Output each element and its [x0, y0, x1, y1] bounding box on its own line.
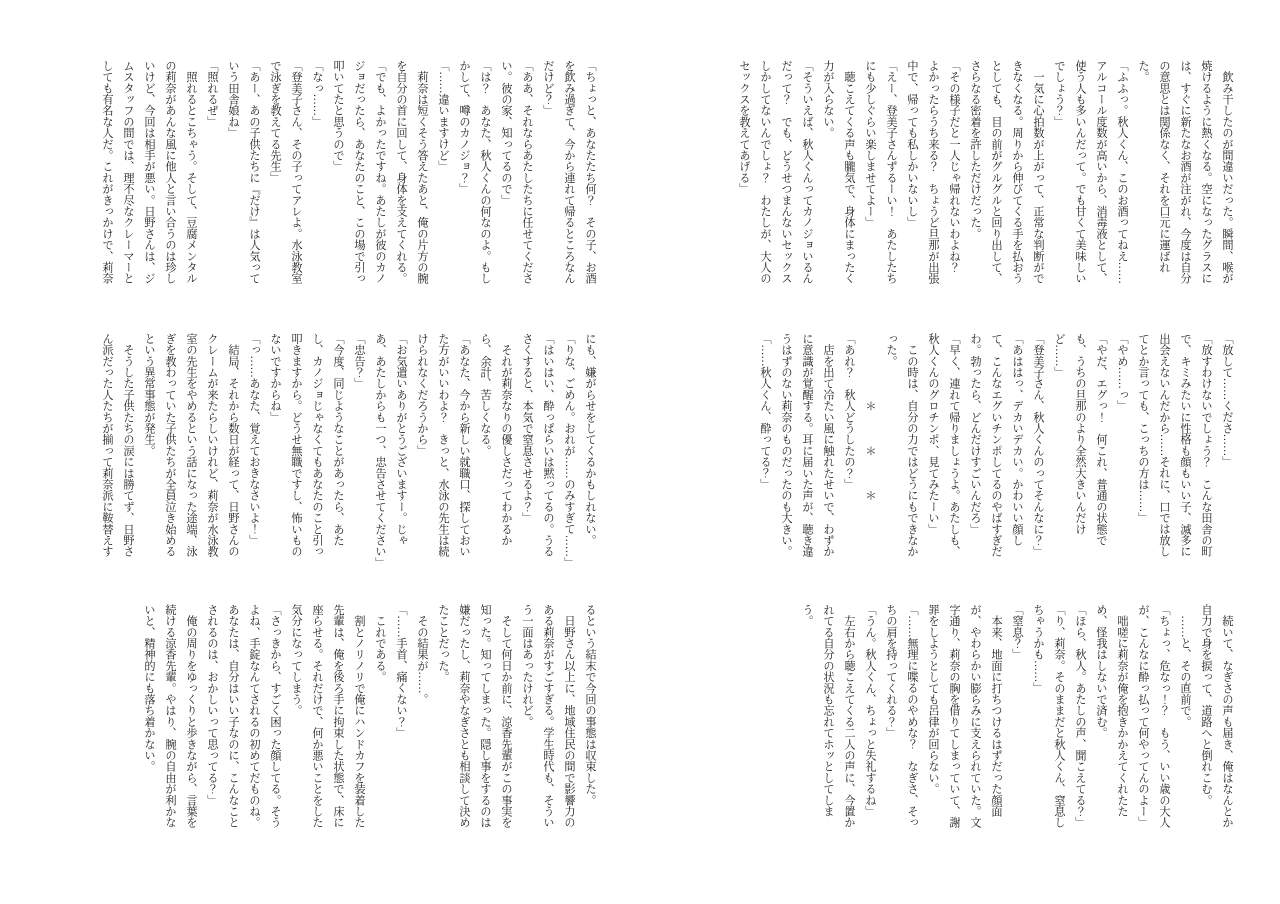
paragraph: 「うん。秋人くん、ちょっと失礼するね」 — [864, 604, 876, 817]
paragraph: 「えー、登美子さんずるーい！ あたしたちにも少しぐらい楽しませてよー」 — [864, 60, 897, 284]
paragraph: 「ああ、それならあたしたちに任せてください。彼の家、知ってるので」 — [500, 60, 533, 284]
paragraph: 「あれ？ 秋人どうしたの？」 — [843, 333, 855, 490]
page-left-band-2 — [40, 333, 600, 567]
paragraph: 「登美子さん、秋人くんのってそんなに？」 — [1032, 333, 1044, 557]
paragraph: 「……違いますけど」 — [437, 60, 449, 172]
paragraph: 「なっ……」 — [311, 60, 323, 128]
paragraph: 「はいはい、酔っぱらいは黙ってるの。うるさくすると、本気で窒息させるよ？」 — [521, 333, 554, 557]
paragraph: 「でも、よかったですね。あたしが彼のカノジョだったら、あなたのこと、この場で引っ叩いてたと思うので」 — [332, 60, 386, 284]
paragraph: 「お気遣いありがとうございますー。じゃあ、あたしからも一つ、忠告させてください」 — [374, 333, 407, 569]
paragraph: 「今度、同じようなことがあったら、あたし、カノジョじゃなくてもあなたのこと引っ叩きますから。どうせ無職ですし、怖いものないですからね」 — [269, 333, 344, 557]
paragraph: 「っ……あなた、覚えておきなさいよ！」 — [248, 333, 260, 546]
paragraph: 「放して……くださ……」 — [1221, 333, 1233, 468]
paragraph: 「やめ……っ」 — [1116, 333, 1128, 412]
paragraph: 「りな、ごめん。おれが……のみすぎて……」 — [563, 333, 575, 569]
paragraph: 「窒息？」 — [1011, 604, 1023, 660]
paragraph: そして何日か前に、涼香先輩がこの事実を知った。知ってしまった。隠し事をするのは嫌だったし、莉奈やなぎさとも相談して決めたことだった。 — [437, 604, 512, 828]
paragraph: ……と、その直前で。 — [1179, 604, 1191, 728]
paragraph: ＊ ＊ ＊ — [864, 333, 876, 501]
paragraph: 俺の周りをゆっくりと歩きながら、言葉を続ける涼香先輩。やはり、腕の自由が利かないと、精神的にも落ち着かない。 — [143, 604, 197, 828]
paragraph: 「……秋人くん、酔ってる？」 — [759, 333, 771, 490]
paragraph: 「あははっ、デカいデカい。かわいい顔して、こんなエグいチンポしてるのやばすぎだわ。勃ったら、どんだけすごいんだろ」 — [969, 333, 1023, 557]
paragraph: 「忠告？」 — [353, 333, 365, 389]
paragraph: 「さっきから、すごく困った顔してる。そうよね、手錠なんてされるの初めてだものね。あなたは、自分はいい子なのに、こんなことされるのは、おかしいって思ってる？」 — [206, 604, 281, 828]
paragraph: 店を出て冷たい風に触れたせいで、わずかに意識が覚醒する。耳に届いた声が、聴き違うはずのない莉奈のものだったのも大きい。 — [780, 333, 834, 557]
paragraph: 「あなた、今から新しい就職口、探しておいた方がいいわよ？ きっと、水泳の先生は続けられなくだろうから」 — [416, 333, 470, 557]
page-left-band-3 — [40, 604, 600, 838]
paragraph: そうした子供たちの涙には勝てず、日野さん派だった人たちが揃って莉奈派に鞍替えす — [101, 333, 134, 557]
paragraph: 「ちょっと、あなたたち何？ その子、お酒を飲み過ぎて、今から連れて帰るところなんだけど？」 — [542, 60, 596, 284]
paragraph: これである。 — [374, 604, 386, 683]
paragraph: 「早く、連れて帰りましょうよ。あたしも、秋人くんのグロチンポ、見てみたーい」 — [927, 333, 960, 557]
page-right-band-3 — [692, 604, 1237, 838]
paragraph: 結局、それから数日が経って、日野さんのクレームが来たらしいけれど、莉奈が水泳教室の先生をやめるという話になった途端、泳ぎを教わっていた子供たちが全員泣き始めるという異常事態が発生。 — [143, 333, 239, 557]
paragraph: 聴こえてくる声も朧気で、身体にまったく力が入らない。 — [822, 60, 855, 284]
page-right-band-2 — [692, 333, 1237, 567]
paragraph: 莉奈は短くそう答えたあと、俺の片方の腕を自分の首に回して、身体を支えてくれる。 — [395, 60, 428, 284]
paragraph: 飲み干したのが間違いだった。瞬間、喉が焼けるように熱くなる。空になったグラスには、すぐに新たなお酒が注がれ、今度は自分の意思とは関係なく、それを口元に運ばれた。 — [1137, 60, 1233, 284]
paragraph: 「は？ あなた、秋人くんの何なのよ。もしかして、噂のカノジョ？」 — [458, 60, 491, 284]
paragraph: その結果が……。 — [416, 604, 428, 705]
paragraph: 「照れるぜ」 — [206, 60, 218, 128]
paragraph: 「……手首、痛くない？」 — [395, 604, 407, 739]
page-right[interactable] — [640, 0, 1280, 904]
page-left-band-1 — [40, 60, 600, 294]
paragraph: るという結末で今回の事態は収束した。 — [584, 604, 596, 806]
paragraph: 「ふふっ。秋人くん、このお酒ってねえ……アルコール度数が高いから、消毒液として、使う人も多いんだって。でも甘くて美味しいでしょう？」 — [1053, 60, 1128, 284]
paragraph: それが莉奈なりの優しさだってわかるから、余計、苦しくなる。 — [479, 333, 512, 546]
paragraph: 一気に心拍数が上がって、正常な判断ができなくなる。周りから伸びてくる手を払おうとしても、目の前がグルグルと回り出して、さらなる密着を許しただけだった。 — [969, 60, 1044, 284]
paragraph: 割とノリノリで俺にハンドカフを装着した先輩は、俺を後ろ手に拘束した状態で、床に座らせる。それだけで、何か悪いことをした気分になってしまう。 — [290, 604, 365, 828]
paragraph: 「あー、あの子供たちに『だけ』は人気っていう田舎娘ね」 — [227, 60, 260, 284]
paragraph: 咄嗟に莉奈が俺を抱きかかえてくれたため、怪我はしないで済む。 — [1095, 604, 1128, 817]
paragraph: 「その様子だと一人じゃ帰れないわよね？ よかったらうち来る？ ちょうど旦那が出張中で、帰っても私しかいないし」 — [906, 60, 960, 285]
paragraph: 左右から聴こえてくる二人の声に、今置かれてる自分の状況も忘れてホッとしてしまう。 — [801, 604, 855, 828]
paragraph: 「り、莉奈。そのままだと秋人くん、窒息しちゃうかも……」 — [1032, 604, 1065, 828]
paragraph: 「ほら、秋人。あたしの声、聞こえてる？」 — [1074, 604, 1086, 828]
paragraph: にも、嫌がらせをしてくるかもしれない。 — [584, 333, 596, 546]
paragraph: 「やだ、エグっ！ 何これ、普通の状態でも、うちの旦那のより全然大きいんだけど……」 — [1053, 333, 1107, 546]
paragraph: 「放すわけないでしょう？ こんな田舎の町で、キミみたいに性格も顔もいい子、滅多に出会えないんだから……それに、口では放してとか言っても、こっちの方は……」 — [1137, 333, 1212, 557]
paragraph: 「ちょっ、危なっ！？ もう、いい歳の大人が、こんなに酔っ払って何やってんのよー」 — [1137, 604, 1170, 828]
paragraph: 「登美子さん、その子ってアレよ。水泳教室で泳ぎを教えてる先生」 — [269, 60, 302, 284]
paragraph: 「……無理に喋るのやめな？ なぎさ、そっちの肩を持ってくれる？」 — [885, 604, 918, 828]
paragraph: 続いて、なぎさの声も届き、俺はなんとか自力で身を捩って、道路へと倒れこむ。 — [1200, 604, 1233, 828]
paragraph: 本来、地面に打ちつけるはずだった顔面が、やわらかい膨らみに支えられていた。文字通り、莉奈の胸を借りてしまっていて、謝罪をしようとしても呂律が回らない。 — [927, 604, 1002, 828]
paragraph: 「そういえば、秋人くんってカノジョいるんだって？ でも、どうせつまんないセックスしかしてないんでしょ？ わたしが、大人のセックスを教えてあげる」 — [738, 60, 813, 284]
paragraph: この時は、自分の力ではどうにもできなかった。 — [885, 333, 918, 557]
paragraph: 日野さん以上に、地域住民の間で影響力のある莉奈がすごすぎる。学生時代も、そういう一面はあったけれど。 — [521, 604, 575, 828]
paragraph: 照れるとこちゃう。そして、豆腐メンタルの莉奈があんな風に他人と言い合うのは珍しいけど、今回は相手が悪い。日野さんは、ジムスタッフの間では、理不尽なクレーマーとしても有名な人だ。これがきっかけで、莉奈 — [101, 60, 197, 284]
page-right-band-1 — [692, 60, 1237, 294]
